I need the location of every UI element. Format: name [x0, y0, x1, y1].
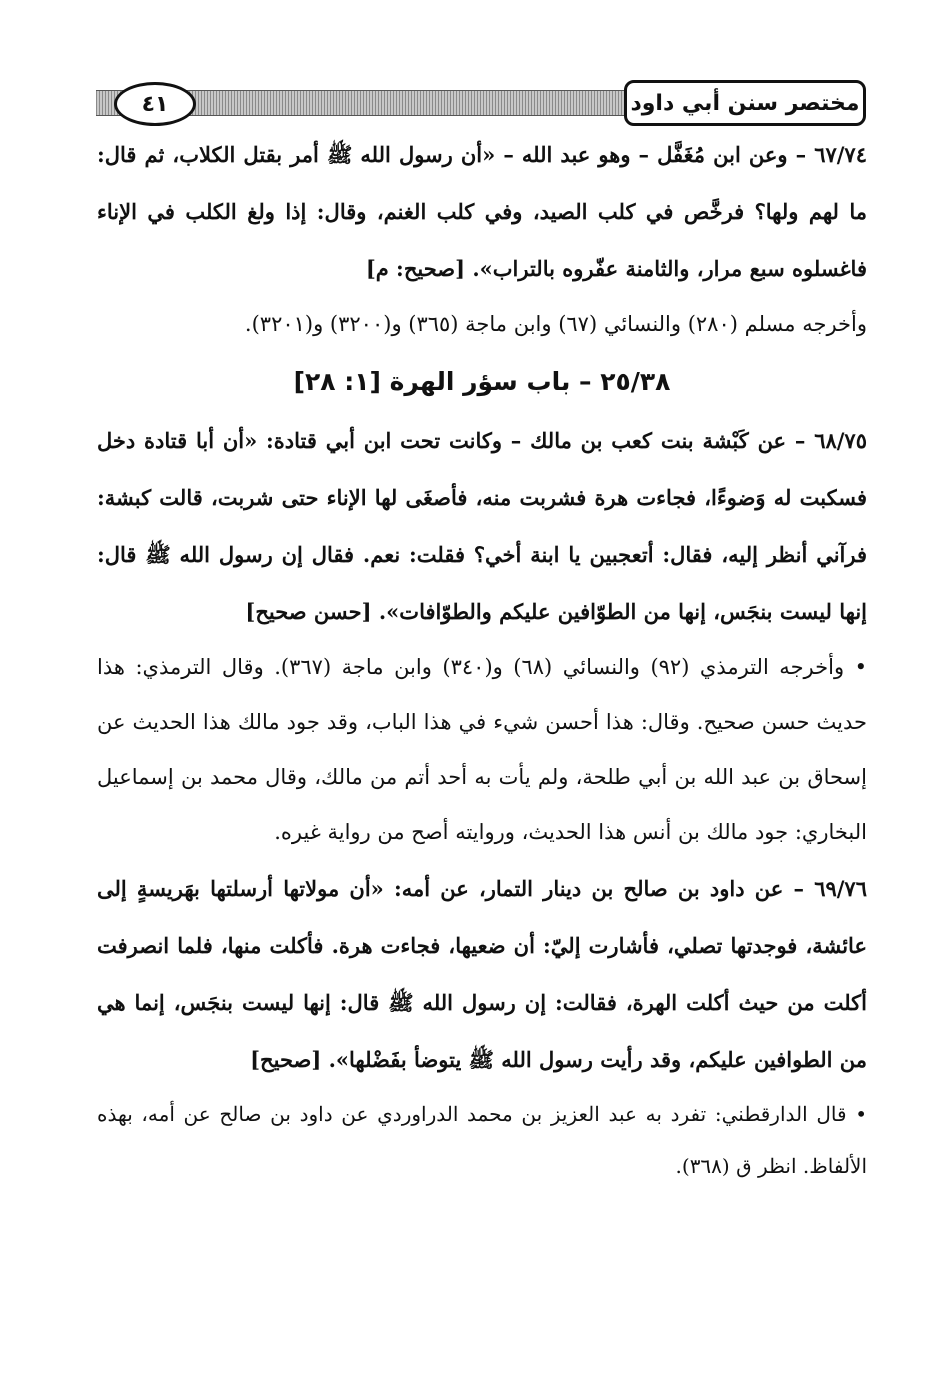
hadith-74-text: ٦٧/٧٤ – وعن ابن مُغَفَّل – وهو عبد الله – «أن رسول الله ﷺ أمر بقتل الكلاب، ثم قال: ما لهم ولها؟ فرخَّص في كلب الصيد، وفي كلب الغنم، وقال: إذا ولغ الكلب في الإناء فاغسلوه سبع مرار، والثامنة عفّروه بالتراب». [صحيح: م]	[97, 142, 867, 281]
hadith-76-text: ٦٩/٧٦ – عن داود بن صالح بن دينار التمار، عن أمه: «أن مولاتها أرسلتها بهَريسةٍ إلى عائشة، فوجدتها تصلي، فأشارت إليّ: أن ضعيها، فجاءت هرة. فأكلت منها، فلما انصرفت أكلت من حيث أكلت الهرة، فقالت: إن رسول الله ﷺ قال: إنها ليست بنجَس، إنما هي من الطوافين عليكم، وقد رأيت رسول الله ﷺ يتوضأ بفَضْلها». [صحيح]	[97, 876, 867, 1072]
page-header	[96, 80, 866, 124]
hadith-76-note: • قال الدارقطني: تفرد به عبد العزيز بن محمد الدراوردي عن داود بن صالح عن أمه، بهذه الألفاظ. انظر ق (٣٦٨).	[97, 1102, 867, 1178]
page-number: ٤١	[114, 82, 196, 126]
hadith-75-takhrij: • وأخرجه الترمذي (٩٢) والنسائي (٦٨) و(٣٤٠) وابن ماجة (٣٦٧). وقال الترمذي: هذا حديث حسن صحيح. وقال: هذا أحسن شيء في هذا الباب، وقد جود مالك هذا الحديث عن إسحاق بن عبد الله بن أبي طلحة، ولم يأت به أحد أتم من مالك، وقال محمد بن إسماعيل البخاري: جود مالك بن أنس هذا الحديث، وروايته أصح من رواية غيره.	[97, 655, 867, 844]
hadith-75-text: ٦٨/٧٥ – عن كَبْشة بنت كعب بن مالك – وكانت تحت ابن أبي قتادة: «أن أبا قتادة دخل فسكبت له وَضوءًا، فجاءت هرة فشربت منه، فأصغَى لها الإناء حتى شربت، قالت كبشة: فرآني أنظر إليه، فقال: أتعجبين يا ابنة أخي؟ فقلت: نعم. فقال إن رسول الله ﷺ قال: إنها ليست بنجَس، إنها من الطوّافين عليكم والطوّافات». [حسن صحيح]	[97, 428, 867, 624]
book-title: مختصر سنن أبي داود	[624, 80, 866, 126]
page-body	[97, 126, 867, 1192]
chapter-heading: ٢٥/٣٨ – باب سؤر الهرة [١: ٢٨]	[293, 367, 671, 396]
hadith-74-takhrij: وأخرجه مسلم (٢٨٠) والنسائي (٦٧) وابن ماجة (٣٦٥) و(٣٢٠٠) و(٣٢٠١).	[244, 312, 867, 336]
